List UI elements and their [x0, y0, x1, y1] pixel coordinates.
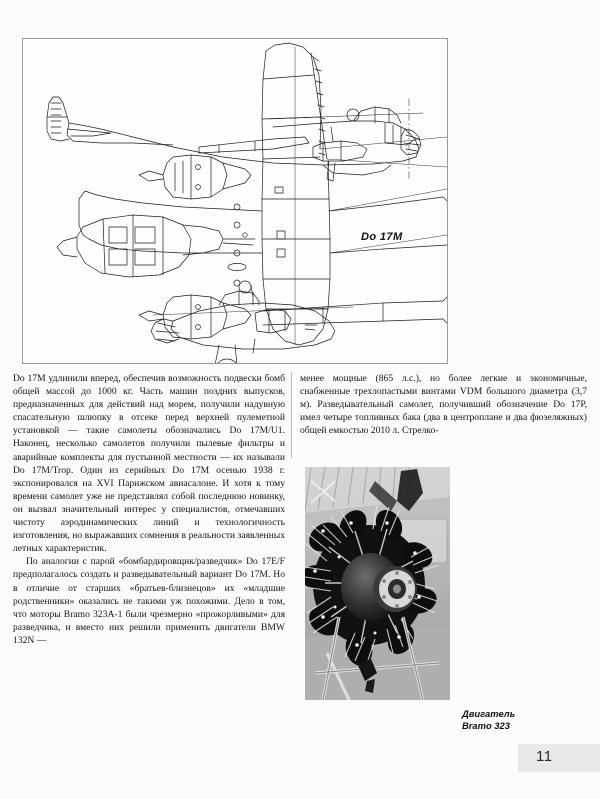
engine-photo-illustration [305, 467, 450, 700]
bramo-323-engine-photo [305, 467, 450, 700]
page-number: 11 [536, 748, 553, 765]
folio-band [518, 744, 600, 772]
aircraft-designation-label: Do 17M [361, 231, 403, 243]
paragraph: Do 17M удлинили вперед, обеспечив возможность подвески бомб общей массой до 1000 кг. Часть машин поздних выпусков, предназначенных для действий над морем, получили надувную спасательную шлюпку в отсеке перед верхней пулеметной установкой — такие самолеты обозначались Do 17M/U1. Наконец, несколько самолетов получили пылевые фильтры и аварийные комплекты для пустынной местности — их называли Do 17M/Trop. Один из серийных Do 17M осенью 1938 г. экспонировался на XVI Парижском авиасалоне. И хотя к тому времени самолет уже не представлял собой последнюю новинку, он вызвал значительный интерес у специалистов, отмечавших чистоту аэродинамических линий и технологичность изготовления, но выражавших сомнения в реальности заявленных летных характеристик. [13, 373, 285, 555]
body-text-left-column [13, 372, 285, 647]
paragraph: По аналогии с парой «бомбардировщик/разведчик» Do 17E/F предполагалось создать и разведывательный вариант Do 17M. Но в отличие от старших «братьев-близнецов» их «младшие родственники» оказались не такими уж похожими. Дело в том, что моторы Bramo 323A-1 были чрезмерно «прожорливыми» для разведчика, и вместо них решили применить двигатели BMW 132N — [13, 556, 285, 646]
paragraph: менее мощные (865 л.с.), но более легкие и экономичные, снабженные трехлопастыми винтами VDM большого диаметра (3,7 м). Разведывательный самолет, получивший обозначение Do 17P, имел четыре топливных бака (два в центроплане и два фюзеляжных) общей емкостью 2010 л. Стрелко- [300, 373, 587, 437]
photo-caption [462, 708, 582, 732]
do-17m-line-drawing [23, 39, 447, 363]
plan-view [57, 43, 447, 345]
column-divider [291, 372, 292, 458]
side-view-top [47, 97, 423, 181]
photo-caption-line-1: Двигатель [462, 708, 516, 719]
do-17m-drawing-panel [22, 38, 448, 364]
side-view-bottom [151, 281, 447, 363]
body-text-right-column [300, 372, 587, 437]
photo-caption-line-2: Bramo 323 [462, 720, 510, 731]
